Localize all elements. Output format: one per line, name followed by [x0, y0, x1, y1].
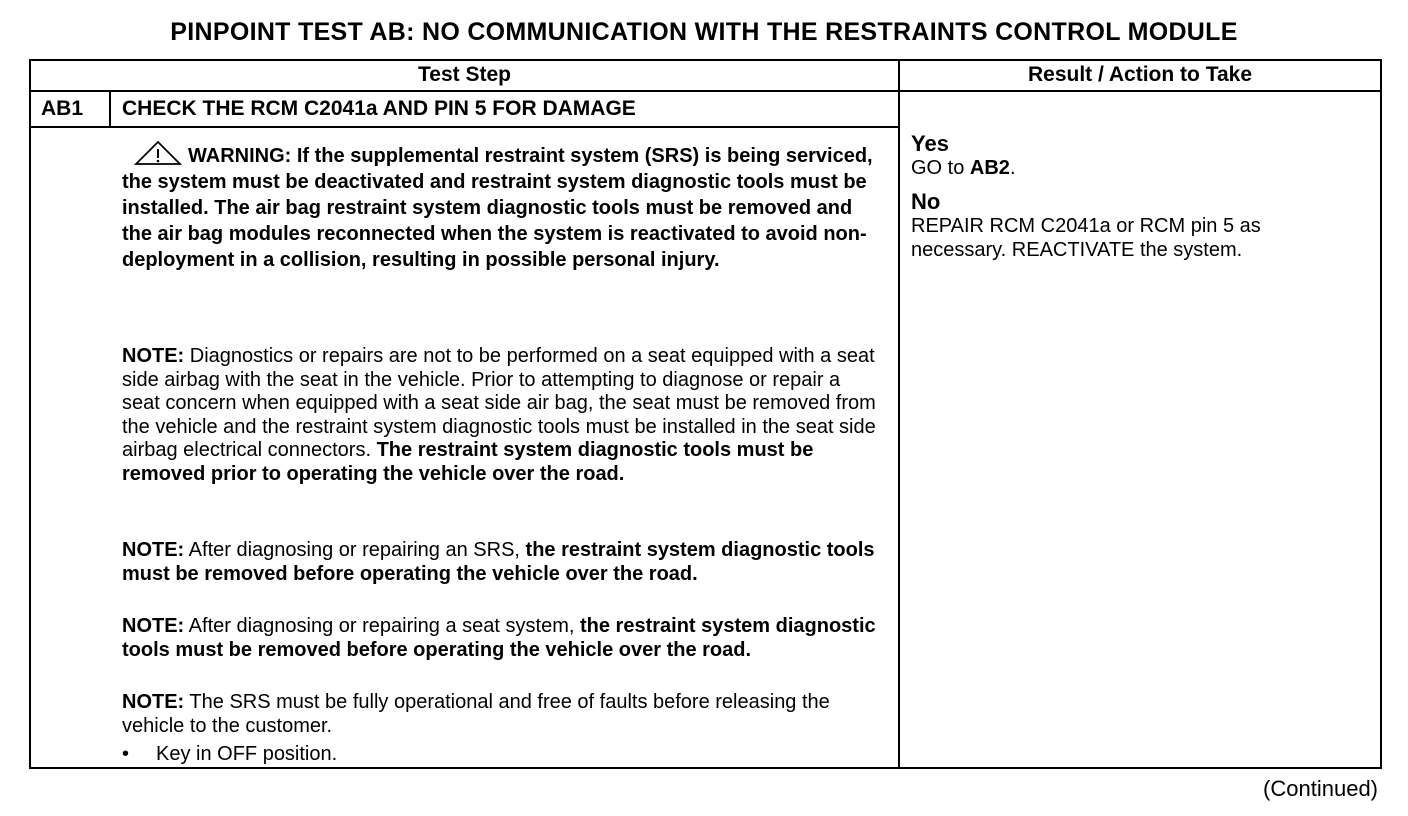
bullet-text: Key in OFF position.: [156, 743, 338, 765]
note-after-srs: [122, 539, 882, 586]
note-text: The SRS must be fully operational and free of faults before releasing the vehicle to the customer.: [122, 691, 830, 737]
warning-text: WARNING: If the supplemental restraint system (SRS) is being serviced, the system must be deactivated and restraint system diagnostic tools must be installed. The air bag restraint system diagnostic tools must be removed and the air bag modules reconnected when the system is reactivated to avoid non-deployment in a collision, resulting in possible personal injury.: [122, 145, 873, 271]
bullet-icon: •: [122, 743, 130, 765]
header-result-action: Result / Action to Take: [1027, 63, 1253, 86]
note-emphasis: the restraint system diagnostic tools must be removed before operating the vehicle over the road.: [122, 615, 876, 661]
column-divider: [898, 61, 900, 767]
header-divider: [31, 90, 1380, 92]
warning-block: [122, 141, 882, 273]
note-label: NOTE:: [122, 615, 185, 637]
bullet-item: [122, 743, 337, 766]
note-label: NOTE:: [122, 539, 185, 561]
result-no-action: REPAIR RCM C2041a or RCM pin 5 as necessary. REACTIVATE the system.: [911, 215, 1261, 261]
result-yes-label: Yes: [911, 131, 949, 156]
note-text: After diagnosing or repairing a seat system,: [188, 615, 575, 637]
result-yes-target: AB2: [969, 157, 1010, 179]
note-label: NOTE:: [122, 345, 185, 367]
pinpoint-test-table: [29, 59, 1382, 769]
note-emphasis: The restraint system diagnostic tools must be removed prior to operating the vehicle over the road.: [122, 439, 814, 485]
step-id: AB1: [41, 97, 84, 120]
step-title-divider: [31, 126, 898, 128]
note-emphasis: the restraint system diagnostic tools must be removed before operating the vehicle over the road.: [122, 539, 875, 585]
note-seat-airbag: [122, 345, 882, 486]
note-label: NOTE:: [122, 691, 185, 713]
continued-label: (Continued): [1263, 776, 1378, 801]
note-text: After diagnosing or repairing an SRS,: [188, 539, 520, 561]
result-yes-suffix: .: [1009, 157, 1016, 179]
result-no-label: No: [911, 189, 941, 214]
step-title: CHECK THE RCM C2041a AND PIN 5 FOR DAMAGE: [122, 97, 636, 120]
result-yes-action: [911, 156, 1361, 180]
header-test-step: Test Step: [418, 63, 511, 86]
result-yes-prefix: GO to: [911, 157, 965, 179]
note-text: Diagnostics or repairs are not to be performed on a seat equipped with a seat side airbag with the seat in the vehicle. Prior to attempting to diagnose or repair a seat concern when equipped with a seat side air bag, the seat must be removed from the vehicle and the restraint system diagnostic tools must be installed in the seat side airbag electrical connectors.: [122, 345, 876, 461]
note-after-seat: [122, 615, 882, 662]
document-title: PINPOINT TEST AB: NO COMMUNICATION WITH THE RESTRAINTS CONTROL MODULE: [170, 18, 1238, 46]
warning-triangle-icon: [134, 141, 182, 165]
note-srs-operational: [122, 691, 882, 738]
step-id-divider: [109, 92, 111, 127]
